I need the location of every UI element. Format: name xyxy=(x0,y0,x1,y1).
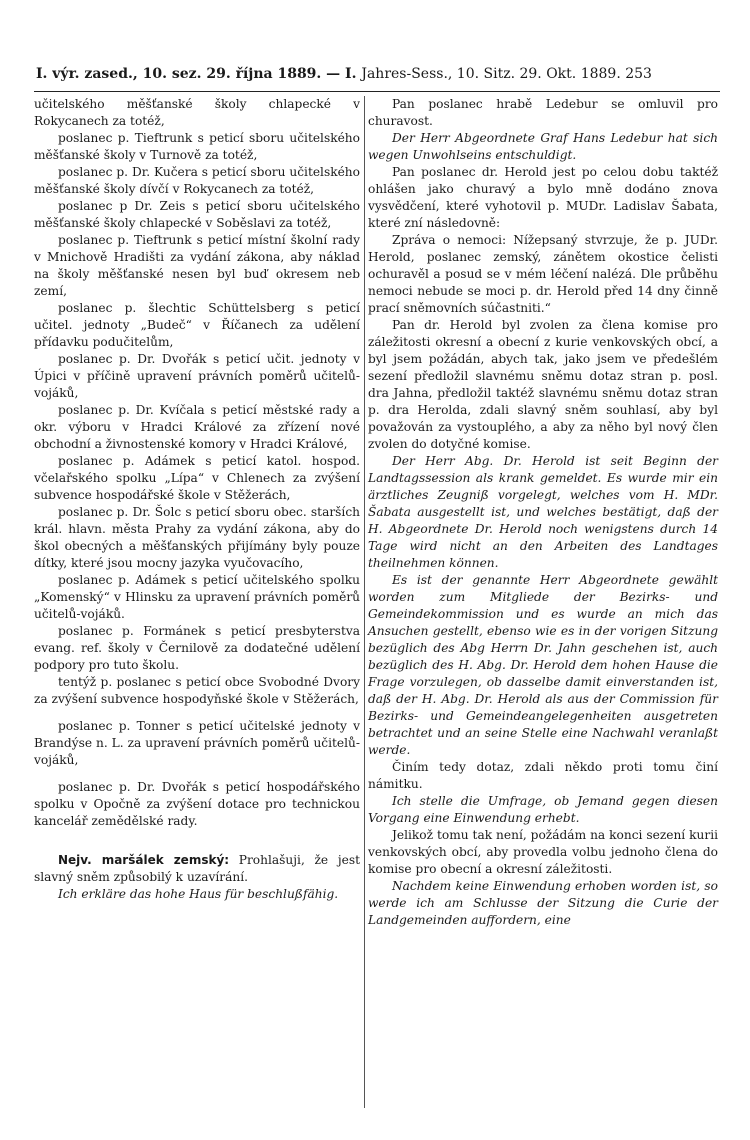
speaker-name: Nejv. maršálek zemský: xyxy=(58,853,230,867)
right-column xyxy=(368,96,718,929)
left-paragraph: učitelského měšťanské školy chlapecké v Rokycanech za totéž, xyxy=(34,97,360,128)
left-paragraph: poslanec p Dr. Zeis s peticí sboru učitelského měšťanské školy chlapecké v Soběslavi za totéž, xyxy=(34,199,360,230)
left-paragraph: poslanec p. Dr. Kvíčala s peticí městské rady a okr. výboru v Hradci Králové za zřízení nové obchodní a živnostenské komory v Hradci Králové, xyxy=(34,403,360,451)
left-paragraph: poslanec p. Adámek s peticí katol. hospod. včelařského spolku „Lípa“ v Chlenech za zvýšení subvence hospodářské škole v Stěžerách, xyxy=(34,454,360,502)
left-paragraph: poslanec p. Dr. Kučera s peticí sboru učitelského měšťanské školy dívčí v Rokycanech za totéž, xyxy=(34,165,360,196)
left-paragraph: poslanec p. Tonner s peticí učitelské jednoty v Brandýse n. L. za upravení právních poměrů učitelů-vojáků, xyxy=(34,719,360,767)
right-paragraph-german: Nachdem keine Einwendung erhoben worden ist, so werde ich am Schlusse der Sitzung die Curie der Landgemeinden auffordern, eine xyxy=(368,879,718,927)
column-divider xyxy=(364,96,365,1108)
left-paragraph: poslanec p. Formánek s peticí presbyterstva evang. ref. školy v Černilově za dodatečné udělení podpory pro tuto školu. xyxy=(34,624,360,672)
right-paragraph-german: Ich stelle die Umfrage, ob Jemand gegen diesen Vorgang eine Einwendung erhebt. xyxy=(368,794,718,825)
marshal-german: Ich erkläre das hohe Haus für beschlußfähig. xyxy=(58,887,339,901)
left-paragraph: poslanec p. Tieftrunk s peticí místní školní rady v Mnichově Hradišti za vydání zákona, aby náklad na školy měšťanské nesen byl buď okresem neb zemí, xyxy=(34,233,360,298)
header-german: Jahres-Sess., 10. Sitz. 29. Okt. 1889. 253 xyxy=(361,66,652,82)
marshal-text: Prohlašuji, že jest slavný sněm způsobilý k uzavírání. xyxy=(34,853,360,884)
right-paragraph: Jelikož tomu tak není, požádám na konci sezení kurii venkovských obcí, aby provedla volbu jednoho člena do komise pro obecní a okresní záležitosti. xyxy=(368,828,718,876)
left-paragraph: poslanec p. Dr. Dvořák s peticí učit. jednoty v Úpici v příčině upravení právních poměrů učitelů-vojáků, xyxy=(34,352,360,400)
running-header xyxy=(36,66,716,90)
left-paragraph: poslanec p. Tieftrunk s peticí sboru učitelského měšťanské školy v Turnově za totéž, xyxy=(34,131,360,162)
right-paragraph-german: Der Herr Abg. Dr. Herold ist seit Beginn der Landtagssession als krank gemeldet. Es wurde mir ein ärztliches Zeugniß vorgelegt, welches vom H. MDr. Šabata ausgestellt ist, und welches bestätigt, daß der H. Abgeordnete Dr. Herold noch wenigstens durch 14 Tage wird nicht an den Arbeiten des Landtages theilnehmen können. xyxy=(368,454,718,570)
left-paragraph: poslanec p. Adámek s peticí učitelského spolku „Komenský“ v Hlinsku za upravení právních poměrů učitelů-vojáků. xyxy=(34,573,360,621)
right-paragraph: Činím tedy dotaz, zdali někdo proti tomu činí námitku. xyxy=(368,760,718,791)
right-paragraph: Pan poslanec dr. Herold jest po celou dobu taktéž ohlášen jako churavý a bylo mně dodáno znova vysvědčení, které vyhotovil p. MUDr. Ladislav Šabata, které zní následovně: xyxy=(368,165,718,230)
right-paragraph: Pan poslanec hrabě Ledebur se omluvil pro churavost. xyxy=(368,97,718,128)
left-paragraph: poslanec p. šlechtic Schüttelsberg s peticí učitel. jednoty „Budeč“ v Říčanech za udělení přídavku podučitelům, xyxy=(34,301,360,349)
right-paragraph-german: Der Herr Abgeordnete Graf Hans Ledebur hat sich wegen Unwohlseins entschuldigt. xyxy=(368,131,718,162)
right-paragraph-german: Es ist der genannte Herr Abgeordnete gewählt worden zum Mitgliede der Bezirks- und Gemeindekommission und es wurde an mich das Ansuchen gestellt, ebenso wie es in der vorigen Sitzung bezüglich des Abg Herrn Dr. Jahn geschehen ist, auch bezüglich des H. Abg. Dr. Herold dem hohen Hause die Frage vorzulegen, ob dasselbe damit einverstanden ist, daß der H. Abg. Dr. Herold als aus der Commission für Bezirks- und Gemeindeangelegenheiten ausgetreten betrachtet und an seine Stelle eine Nachwahl veranlaßt werde. xyxy=(368,573,718,757)
left-paragraph: poslanec p. Dr. Dvořák s peticí hospodářského spolku v Opočně za zvýšení dotace pro technickou kancelář zemědělské rady. xyxy=(34,780,360,828)
left-paragraph: tentýž p. poslanec s peticí obce Svobodné Dvory za zvýšení subvence hospodyňské škole v Stěžerách, xyxy=(34,675,360,706)
left-column xyxy=(34,96,360,903)
right-paragraph: Pan dr. Herold byl zvolen za člena komise pro záležitosti okresní a obecní z kurie venkovských obcí, a byl jsem požádán, abych tak, jako jsem ve předešlém sezení předložil slavnému sněmu dotaz stran p. posl. dra Jahna, předložil taktéž slavnému sněmu dotaz stran p. dra Herolda, zdali slavný sněm souhlasí, aby byl považován za vystouplého, a aby za něho byl nový člen zvolen do dotyčné komise. xyxy=(368,318,718,451)
header-rule xyxy=(34,91,720,92)
medical-report: Zpráva o nemoci: Nížepsaný stvrzuje, že p. JUDr. Herold, poslanec zemský, zánětem okostice čelisti ochuravěl a posud se v mém léčení nalézá. Dle průběhu nemoci nebude se moci p. dr. Herold před 14 dny činně prací sněmovních súčastniti.“ xyxy=(368,233,718,315)
left-paragraph: poslanec p. Dr. Šolc s peticí sboru obec. starších král. hlavn. města Prahy za vydání zákona, aby do škol obecných a měšťanských přijímány byly pouze dítky, které jsou mocny jazyka vyučovacího, xyxy=(34,505,360,570)
header-czech: I. výr. zased., 10. sez. 29. října 1889. — I. xyxy=(36,66,357,82)
marshal-statement xyxy=(34,852,360,886)
